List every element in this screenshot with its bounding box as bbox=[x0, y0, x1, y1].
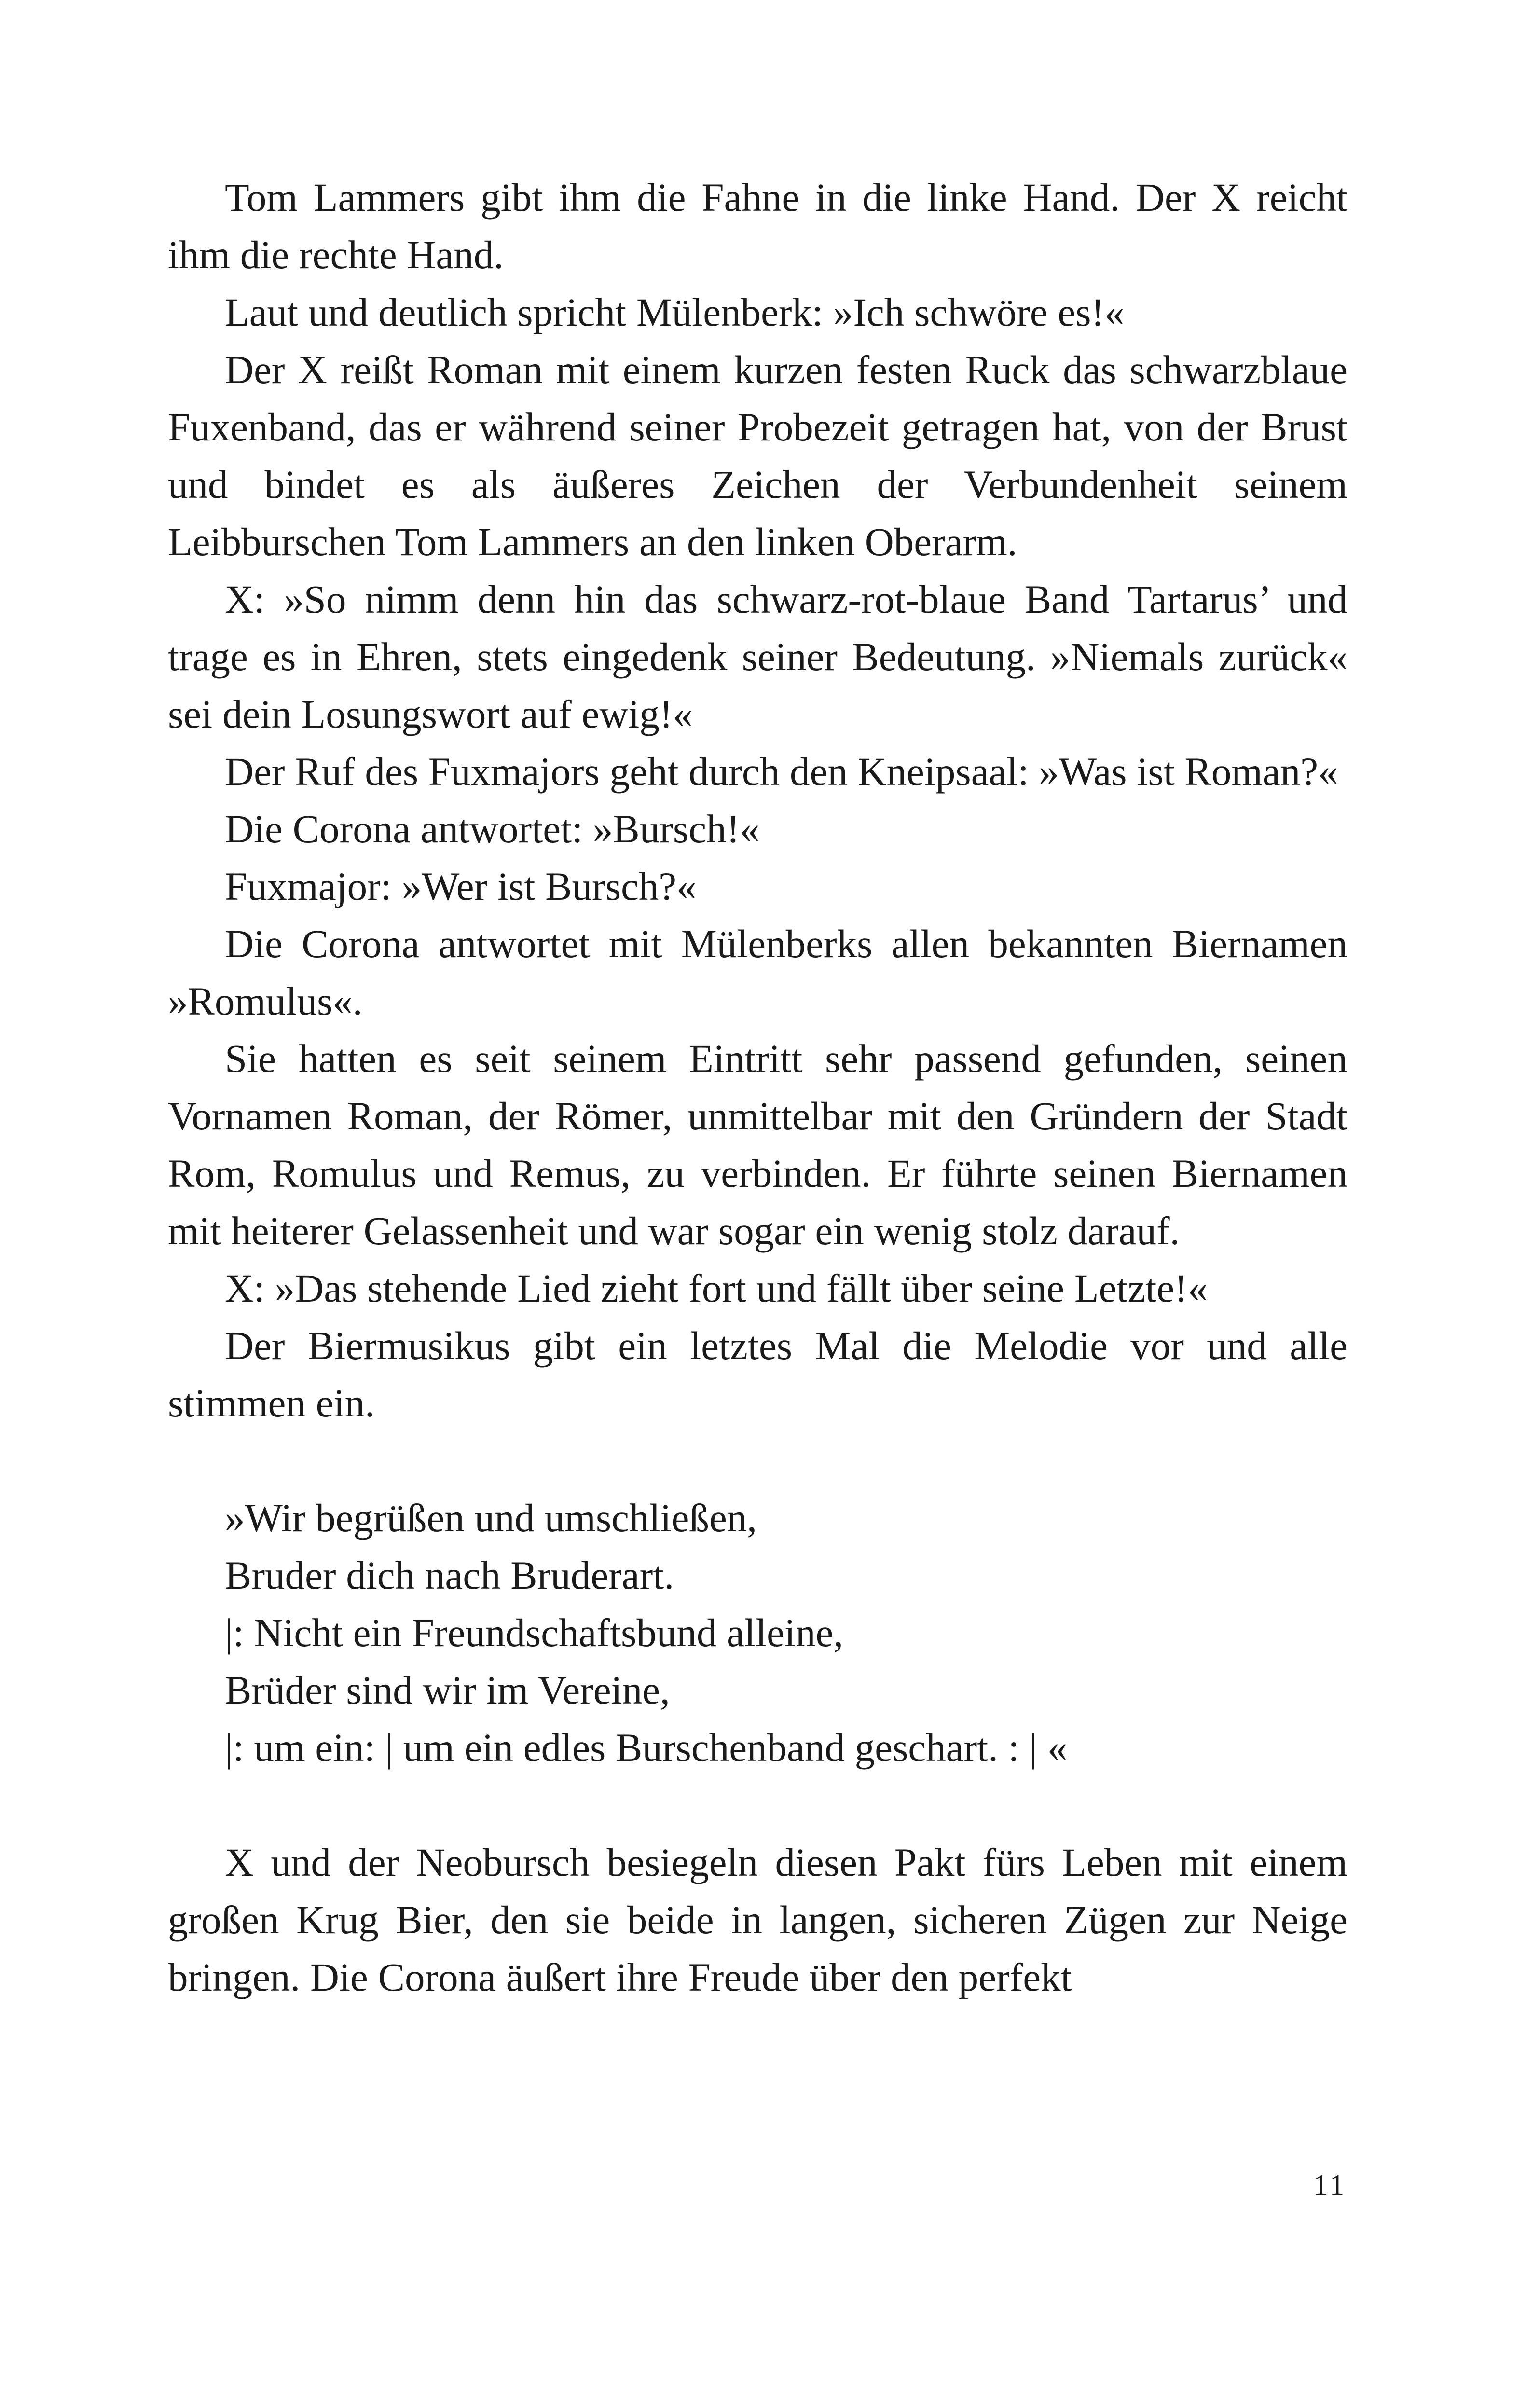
paragraph: X: »Das stehende Lied zieht fort und fällt über seine Letzte!« bbox=[225, 1266, 1208, 1310]
paragraph: Der Ruf des Fuxmajors geht durch den Kneipsaal: »Was ist Roman?« bbox=[225, 749, 1338, 794]
paragraph: Die Corona antwortet mit Mülenberks allen bekannten Biernamen »Romulus«. bbox=[168, 921, 1348, 1023]
paragraph: X und der Neobursch besiegeln diesen Pakt fürs Leben mit einem großen Krug Bier, den sie beide in langen, sicheren Zügen zur Neige bringen. Die Corona äußert ihre Freude über den perfekt bbox=[168, 1840, 1348, 1999]
verse-line: |: um ein: | um ein edles Burschenband geschart. : | « bbox=[225, 1725, 1068, 1770]
song-verse bbox=[225, 1489, 1348, 1776]
paragraph: Der Biermusikus gibt ein letztes Mal die Melodie vor und alle stimmen ein. bbox=[168, 1323, 1348, 1425]
verse-line: »Wir begrüßen und umschließen, bbox=[225, 1496, 757, 1540]
verse-line: |: Nicht ein Freundschaftsbund alleine, bbox=[225, 1610, 844, 1655]
paragraph: X: »So nimm denn hin das schwarz-rot-blaue Band Tartarus’ und trage es in Ehren, stets eingedenk seiner Bedeutung. »Niemals zurück« sei dein Losungswort auf ewig!« bbox=[168, 577, 1348, 736]
verse-line: Bruder dich nach Bruderart. bbox=[225, 1553, 674, 1597]
paragraph: Fuxmajor: »Wer ist Bursch?« bbox=[225, 864, 697, 908]
paragraph: Sie hatten es seit seinem Eintritt sehr passend gefunden, seinen Vornamen Roman, der Römer, unmittelbar mit den Gründern der Stadt Rom, Romulus und Remus, zu verbinden. Er führte seinen Biernamen mit heiterer Gelassenheit und war sogar ein wenig stolz darauf. bbox=[168, 1036, 1348, 1253]
paragraph: Der X reißt Roman mit einem kurzen festen Ruck das schwarzblaue Fuxenband, das er während seiner Probezeit getragen hat, von der Brust und bindet es als äußeres Zeichen der Verbundenheit seinem Leibburschen Tom Lammers an den linken Oberarm. bbox=[168, 347, 1348, 564]
paragraph: Tom Lammers gibt ihm die Fahne in die linke Hand. Der X reicht ihm die rechte Hand. bbox=[168, 175, 1348, 277]
page-number: 11 bbox=[1313, 2169, 1347, 2201]
paragraph: Laut und deutlich spricht Mülenberk: »Ich schwöre es!« bbox=[225, 290, 1125, 334]
body-text bbox=[168, 169, 1348, 2006]
paragraph: Die Corona antwortet: »Bursch!« bbox=[225, 807, 760, 851]
verse-line: Brüder sind wir im Vereine, bbox=[225, 1668, 670, 1712]
